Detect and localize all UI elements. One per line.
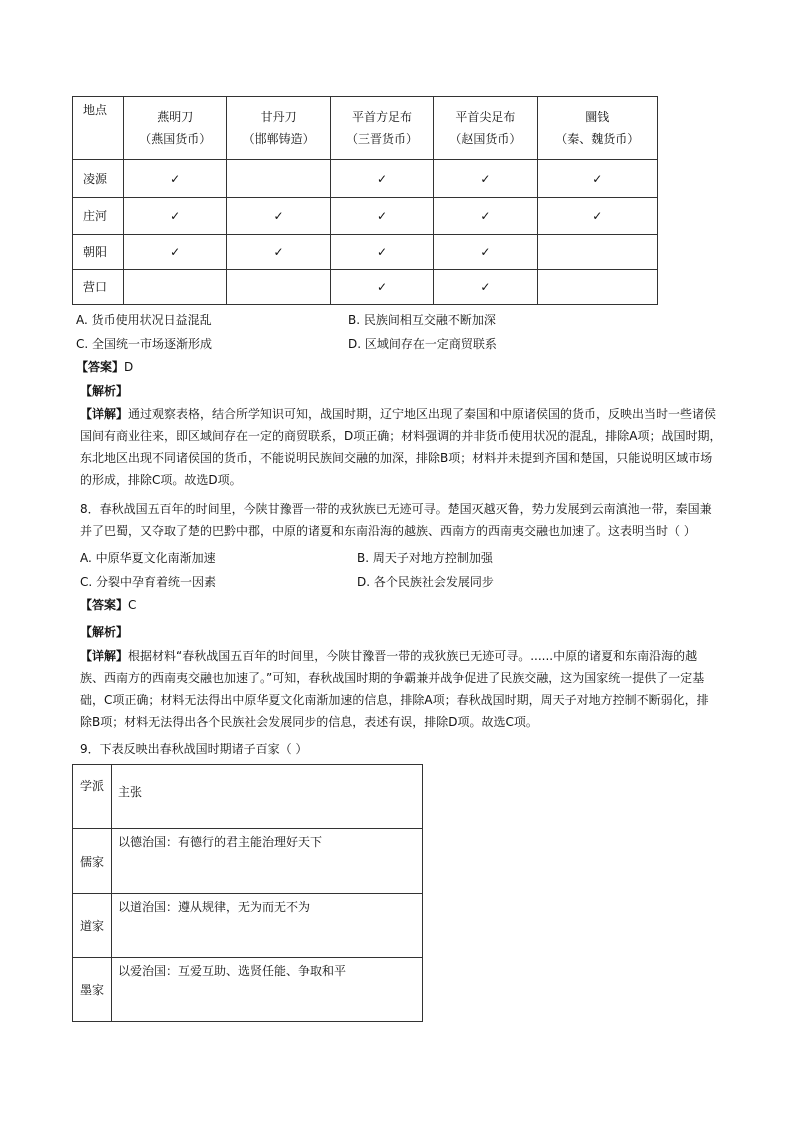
q8-option-c: C. 分裂中孕育着统一因素 [80,575,217,589]
table-header-row [73,97,658,160]
q8-option-d: D. 各个民族社会发展同步 [357,575,494,589]
header-cell: 燕明刀 （燕国货币） [124,97,227,160]
place-cell: 营口 [73,270,124,305]
check-cell: ✓ [330,235,433,270]
table-row [73,958,423,1022]
table-row [73,235,658,270]
place-cell: 庄河 [73,198,124,235]
check-cell [537,270,657,305]
check-cell: ✓ [124,160,227,198]
schools-table [72,764,423,1022]
check-cell [227,270,330,305]
table-header-row [73,765,423,829]
header-cell: 平首方足布 （三晋货币） [330,97,433,160]
q7-answer: 【答案】D [76,360,134,374]
q8-detail: 【详解】根据材料“春秋战国五百年的时间里，今陕甘豫晋一带的戎狄族已无迹可寻。......中原的诸夏和东南沿海的越 族、西南方的西南夷交融也加速了。”可知，春秋战国时期的争霸兼并战争促进了民族交融，这为国家统一提供了一定基 础，C项正确；材料无法得出中原华夏文化南渐加速的信息，排除A项；春秋战国时期，周天子对地方控制不断弱化，排 除B项；材料无法得出各个民族社会发展同步的信息，表述有误，排除D项。故选C项。 [80,649,709,729]
table-corner-cell: 地点 [73,97,124,160]
place-cell: 凌源 [73,160,124,198]
claim-cell: 以爱治国：互爱互助、选贤任能、争取和平 [112,958,423,1022]
check-cell: ✓ [330,160,433,198]
q7-option-a: A. 货币使用状况日益混乱 [76,313,212,327]
check-cell: ✓ [434,235,537,270]
check-cell [537,235,657,270]
check-cell: ✓ [227,235,330,270]
school-cell: 墨家 [73,958,112,1022]
claim-cell: 以德治国：有德行的君主能治理好天下 [112,829,423,894]
check-cell: ✓ [124,198,227,235]
check-cell: ✓ [434,198,537,235]
q8-option-a: A. 中原华夏文化南渐加速 [80,551,216,565]
claim-cell: 以道治国：遵从规律，无为而无不为 [112,894,423,958]
school-header: 学派 [73,765,112,829]
table-row [73,198,658,235]
check-cell: ✓ [124,235,227,270]
check-cell: ✓ [434,160,537,198]
school-cell: 儒家 [73,829,112,894]
q7-option-d: D. 区域间存在一定商贸联系 [348,337,497,351]
header-cell: 甘丹刀 （邯郸铸造） [227,97,330,160]
check-cell: ✓ [330,270,433,305]
check-cell: ✓ [434,270,537,305]
school-cell: 道家 [73,894,112,958]
q7-option-b: B. 民族间相互交融不断加深 [348,313,496,327]
check-cell: ✓ [537,160,657,198]
q7-analysis-label: 【解析】 [80,384,129,398]
check-cell [227,160,330,198]
currency-table [72,96,658,305]
table-row [73,829,423,894]
place-cell: 朝阳 [73,235,124,270]
check-cell: ✓ [330,198,433,235]
q7-detail: 【详解】通过观察表格，结合所学知识可知，战国时期，辽宁地区出现了秦国和中原诸侯国的货币，反映出当时一些诸侯 国间有商业往来，即区域间存在一定的商贸联系，D项正确；材料强调的并非货币使用状况的混乱，排除A项；战国时期， 东北地区出现不同诸侯国的货币，不能说明民族间交融的加深，排除B项；材料并未提到齐国和楚国，只能说明区域市场 的形成，排除C项。故选D项。 [80,407,722,487]
header-cell: 圜钱 （秦、魏货币） [537,97,657,160]
check-cell: ✓ [537,198,657,235]
q8-answer: 【答案】C [80,598,137,612]
q8-option-b: B. 周天子对地方控制加强 [357,551,493,565]
table-row [73,160,658,198]
q8-stem: 8．春秋战国五百年的时间里，今陕甘豫晋一带的戎狄族已无迹可寻。楚国灭越灭鲁，势力发展到云南滇池一带，秦国兼 并了巴蜀，又夺取了楚的巴黔中郡，中原的诸夏和东南沿海的越族、西南方的西南夷交融也加速了。这表明当时（ ） [80,502,712,538]
q9-stem: 9．下表反映出春秋战国时期诸子百家（ ） [80,742,308,756]
check-cell [124,270,227,305]
table-row [73,270,658,305]
header-cell: 平首尖足布 （赵国货币） [434,97,537,160]
claim-header: 主张 [112,765,423,829]
q8-analysis-label: 【解析】 [80,625,129,639]
table-row [73,894,423,958]
check-cell: ✓ [227,198,330,235]
q7-option-c: C. 全国统一市场逐渐形成 [76,337,213,351]
